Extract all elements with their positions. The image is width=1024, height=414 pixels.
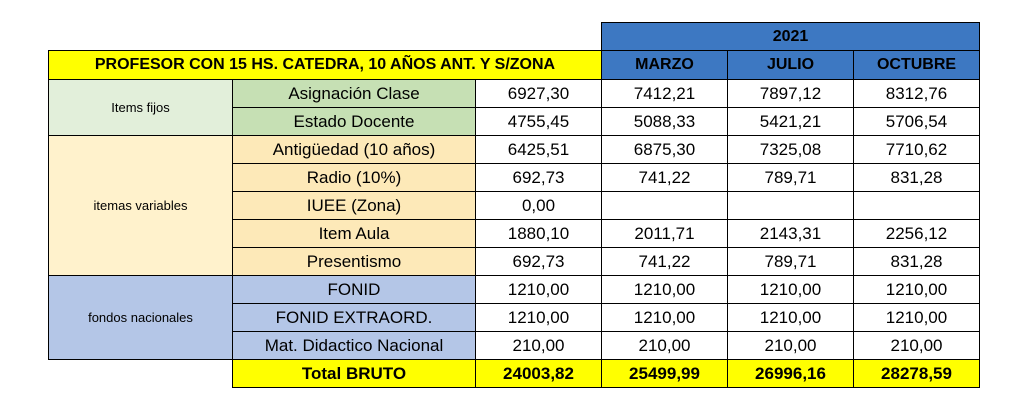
cell-julio: 1210,00 — [728, 304, 854, 332]
cell-julio: 789,71 — [728, 164, 854, 192]
cell-julio: 7325,08 — [728, 136, 854, 164]
cell-octubre — [854, 192, 980, 220]
empty-cell — [476, 23, 602, 51]
title-row — [49, 51, 980, 80]
cell-marzo: 210,00 — [602, 332, 728, 360]
cell-base: 692,73 — [476, 164, 602, 192]
total-marzo: 25499,99 — [602, 360, 728, 388]
group-label-fijos: Items fijos — [49, 80, 233, 136]
month-header-octubre: OCTUBRE — [854, 51, 980, 80]
total-julio: 26996,16 — [728, 360, 854, 388]
year-header: 2021 — [602, 23, 980, 51]
cell-octubre: 2256,12 — [854, 220, 980, 248]
cell-marzo: 741,22 — [602, 164, 728, 192]
total-octubre: 28278,59 — [854, 360, 980, 388]
cell-octubre: 1210,00 — [854, 304, 980, 332]
row-label: Mat. Didactico Nacional — [233, 332, 476, 360]
cell-marzo: 741,22 — [602, 248, 728, 276]
cell-octubre: 210,00 — [854, 332, 980, 360]
empty-cell — [49, 23, 233, 51]
cell-julio: 7897,12 — [728, 80, 854, 108]
cell-octubre: 831,28 — [854, 248, 980, 276]
cell-julio — [728, 192, 854, 220]
cell-julio: 1210,00 — [728, 276, 854, 304]
row-label: IUEE (Zona) — [233, 192, 476, 220]
group-label-variables: itemas variables — [49, 136, 233, 276]
year-row — [49, 23, 980, 51]
empty-cell — [49, 360, 233, 388]
row-label: Radio (10%) — [233, 164, 476, 192]
cell-marzo: 6875,30 — [602, 136, 728, 164]
row-label: FONID — [233, 276, 476, 304]
cell-base: 692,73 — [476, 248, 602, 276]
row-label: Estado Docente — [233, 108, 476, 136]
cell-marzo: 2011,71 — [602, 220, 728, 248]
cell-base: 1210,00 — [476, 276, 602, 304]
cell-julio: 789,71 — [728, 248, 854, 276]
salary-sheet — [48, 22, 980, 388]
group-label-fondos: fondos nacionales — [49, 276, 233, 360]
cell-marzo — [602, 192, 728, 220]
cell-marzo: 5088,33 — [602, 108, 728, 136]
cell-base: 4755,45 — [476, 108, 602, 136]
cell-base: 1880,10 — [476, 220, 602, 248]
cell-octubre: 831,28 — [854, 164, 980, 192]
cell-marzo: 1210,00 — [602, 276, 728, 304]
cell-julio: 210,00 — [728, 332, 854, 360]
row-label: Asignación Clase — [233, 80, 476, 108]
row-label: FONID EXTRAORD. — [233, 304, 476, 332]
table-title: PROFESOR CON 15 HS. CATEDRA, 10 AÑOS ANT. Y S/ZONA — [49, 51, 602, 80]
empty-cell — [233, 23, 476, 51]
cell-julio: 5421,21 — [728, 108, 854, 136]
cell-octubre: 8312,76 — [854, 80, 980, 108]
total-row — [49, 360, 980, 388]
table-row — [49, 80, 980, 108]
month-header-marzo: MARZO — [602, 51, 728, 80]
cell-marzo: 1210,00 — [602, 304, 728, 332]
cell-base: 6927,30 — [476, 80, 602, 108]
cell-base: 6425,51 — [476, 136, 602, 164]
cell-marzo: 7412,21 — [602, 80, 728, 108]
cell-octubre: 5706,54 — [854, 108, 980, 136]
salary-table — [48, 22, 980, 388]
total-label: Total BRUTO — [233, 360, 476, 388]
table-row — [49, 136, 980, 164]
row-label: Item Aula — [233, 220, 476, 248]
cell-octubre: 1210,00 — [854, 276, 980, 304]
total-base: 24003,82 — [476, 360, 602, 388]
table-row — [49, 276, 980, 304]
row-label: Antigüedad (10 años) — [233, 136, 476, 164]
cell-base: 0,00 — [476, 192, 602, 220]
row-label: Presentismo — [233, 248, 476, 276]
cell-julio: 2143,31 — [728, 220, 854, 248]
cell-base: 1210,00 — [476, 304, 602, 332]
cell-octubre: 7710,62 — [854, 136, 980, 164]
month-header-julio: JULIO — [728, 51, 854, 80]
cell-base: 210,00 — [476, 332, 602, 360]
